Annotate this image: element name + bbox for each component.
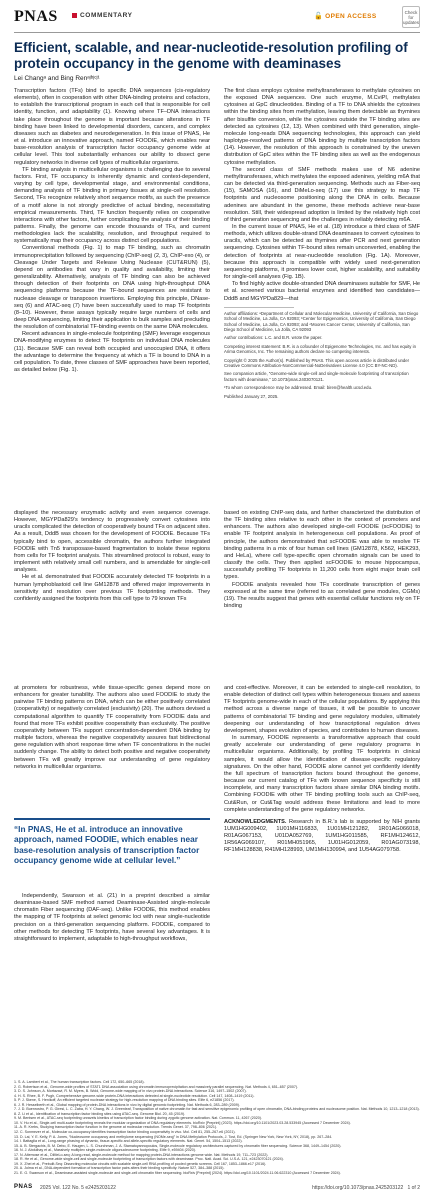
- reference-item: 1. S. A. Lambert et al., The human transcription factors. Cell 172, 650–665 (2018).: [14, 1080, 145, 1084]
- reference-item: 11. A. R. Krebs, Studying transcription factor function in the genome at molecular resolution. Trends Genet. 37, 798–806 (2021).: [14, 1125, 218, 1130]
- reference-item: 19. X. Zhei et al., Prebuilt-Seq: Dissecting molecular circuits with scalable single-cell RNA profiling of pooled genetic screens. Cell 167, 1853–1866.e17 (2016).: [14, 1161, 267, 1166]
- footer-doi-link[interactable]: https://doi.org/10.1073/pnas.2425203122: [312, 1185, 404, 1191]
- paragraph: In summary, FOODIE represents a transformative approach that could greatly accelerate our understanding of gene regulatory programs in multicellular organisms. Additionally, by profiling TF footprints in clinical samples, it would allow the identification of disease-specific regulatory signatures. On the other hand, FOODIE alone cannot yet confidently identify the full spectrum of transcription factors bound throughout the genome, because our current catalog of TFs with known sequence specificity is still incomplete, and many transcription factors share similar DNA binding motifs. Combining FOODIE with other TF binding profiling tools such as ChIP-seq, Cut&Run, or Cut&Tag would address these limitations and lead to more complete understanding of the gene regulatory networks.: [224, 735, 420, 813]
- paragraph: at promoters for robustness, while tissue-specific genes depend more on enhancers for greater tunability. The authors also used FOODIE to study the pairwise TF binding patterns on DNA, which can be either positively correlated (cooperativity) or negatively correlated (exclusivity) (20). The authors devised a computational algorithm to quantify TF cooperativity from FOODIE data and found that more TFs exhibit positive cooperativity than exclusivity. The positive cooperativity between TFs support concentration-dependent DNA binding by multiple factors, whereas the negative cooperativity assures fast bidirectional gene regulation with short response time when TF concentrations in the nuclei suddenly change. The ability to detect both positive and negative cooperativity between TFs will greatly improve our understanding of gene regulatory networks in multicellular organisms.: [14, 685, 210, 770]
- footnote-affiliations: Author affiliations: ᵃDepartment of Cellular and Molecular Medicine, University of California, San Diego School of Medicine, La Jolla, CA 92093; ᵇCenter for Epigenomics, University of California, San Diego School of Medicine, La Jolla, CA 92093; and ᶜMoores Cancer Center, University of California, San Diego School of Medicine, La Jolla, CA 92093: [224, 310, 419, 332]
- header-divider: [14, 32, 420, 33]
- paragraph: The first class employs cytosine methyltransferases to methylate cytosines on the exposed DNA sequences. One such enzyme, M.CviPI, methylates cytosines at GpC dinucleotides. Binding of a TF to DNA shields the cytosines within the binding sites from methylation, leaving them detectable as thymines after bisulfite conversion, while the cytosines outside the TF binding sites are detected as cytosines (12, 13). When combined with third generation, single-molecule long-reads DNA sequencing technologies, this approach can yield haplotype-resolved patterns of DNA binding by multiple transcription factors (14). However, the resolution of this approach is constrained by the uneven distribution of GpC sites within the TF binding sites as well as the endogenous cytosine methylation.: [224, 88, 420, 166]
- article-page: [14, 0, 420, 1200]
- footnote-divider: [224, 307, 294, 308]
- reference-item: 2. G. Robertson et al., Genome-wide profiles of STAT1 DNA association using chromatin immunoprecipitation and massively parallel sequencing. Nat. Methods 4, 651–657 (2007).: [14, 1084, 299, 1089]
- paragraph: To find highly active double-stranded DNA deaminases suitable for SMF, He et al. screened various bacterial enzymes and identified two candidates—DddB and MGYPDa829—that: [224, 281, 420, 302]
- reference-item: 3. D. S. Johnson, A. Mortazavi, R. M. Myers, B. Wold, Genome-wide mapping of in vivo protein-DNA interactions. Science 316, 1497–1502 (2007).: [14, 1089, 247, 1094]
- paragraph: displayed the necessary enzymatic activity and even sequence coverage. However, MGYPDa829’s tendency to progressively convert cytosines into uracils complicated the detection of cooperatively bound TFs on adjacent sites. As a result, DddB was chosen for the development of FOODIE. Because TFs typically bind to open, accessible chromatin, the authors further integrated FOODIE with Tn5 transposase-based fragmentation to isolate these regions from cells for TF footprint analysis. This streamlined protocol is robust, easy to implement with relatively small cell numbers, and is amendable for single-cell analyses.: [14, 510, 210, 574]
- paragraph: and cost-effective. Moreover, it can be extended to single-cell resolution, to enable detection of distinct cell types within heterogeneous tissues and assess TF footprints genome-wide in each of the cellular populations. By applying this method across a diverse range of tissues, it will be possible to uncover patterns of combinatorial TF binding and gene regulatory modules, ultimately deepening our understanding of how transcriptional regulation drives development, shapes evolution of species, and contributes to human diseases.: [224, 685, 420, 734]
- footer-journal-info: 2025 Vol. 122 No. 5 e2425203122: [40, 1185, 116, 1191]
- check-for-updates-badge[interactable]: Check for updates: [402, 6, 420, 28]
- paragraph: Conventional methods (Fig. 1) to map TF binding, such as chromatin immunoprecipitation followed by sequencing (ChIP-seq) (2, 3), ChIP-exo (4), or Cleavage Under Targets and Release Using Nuclease (CUT&RUN) (5), depend on antibodies that vary in quality and availability, limiting their generalizability. Alternatively, analysis of TF binding can also be achieved through detection of their footprints on DNA using high-throughput DNA sequencing platforms because the TF-bound sequences are resistant to nuclease cleavage or transposon insertions. Employing this principle, DNase-seq (6) and ATAC-seq (7) have been successfully used to map TF footprints (8–10). However, these assays typically require large numbers of cells and deep DNA sequencing, limiting their application to bulk samples and precluding the resolution of combinatorial TF-binding events on the same DNA molecules.: [14, 245, 210, 331]
- paragraph: Transcription factors (TFs) bind to specific DNA sequences (cis-regulatory elements), often in cooperation with other DNA-binding proteins and cofactors, to establish the transcriptional program in each cell that is responsible for cell identity, function, and adaptability (1). Knowing where TF–DNA interactions take place throughout the genome is important because alterations in TF binding have been linked to developmental disorders, cancers, and complex diseases such as diabetes and neurodegeneration. In this issue of PNAS, He et al. introduce an innovative approach, named FOODIE, which enables near base-resolution analysis of transcription factor occupancy genome wide at cellular level. This tool substantially enhances our ability to dissect gene regulatory networks in diverse cell types of multicellular organisms.: [14, 88, 210, 166]
- column-right-middle: [224, 510, 420, 610]
- reference-item: 16. N. J. Abdulhay et al., Massively multiplex single-molecule oligonucleosome footprinting. Elife 9, e59404 (2020).: [14, 1148, 196, 1153]
- footnote-correspondence: ¹To whom correspondence may be addressed. Email: biren@health.ucsd.edu.: [224, 385, 373, 391]
- column-right-lower: [224, 685, 420, 855]
- reference-item: 17. N. Altemose et al., DiMeLo-seq: A long-read, single-molecule method for mapping protein-DNA interactions genome wide. Nat. Methods 19, 711–723 (2022).: [14, 1152, 269, 1157]
- journal-logo: PNAS: [14, 8, 58, 25]
- acknowledgments-body: Research in B.R.’s lab is supported by NIH grants 1UM1HG009402, 1U01MH116833, 1U01MH121282, 1R01AG066018, R01AG067153, U01DA052769, 1UM1HG011585, RF1MH124612, 1R56AG069107, R01MH051965, 1U01HG012059, R01AG073198, RF1MH128838, R41MH128993, UM1MH130994, and 1U54AG079758.: [224, 818, 420, 854]
- acknowledgments: [224, 819, 420, 855]
- section-label: COMMENTARY: [72, 12, 133, 19]
- footer-page-number: 1 of 2: [407, 1185, 420, 1191]
- column-left-bottom: [14, 893, 210, 943]
- column-left-top: [14, 88, 210, 374]
- reference-item: 9. M. Bentsen et al., ATAC-seq footprinting unravels kinetics of transcription factor binding during zygotic genome activation. Nat. Commun. 11, 4267 (2020).: [14, 1116, 262, 1121]
- reference-item: 6. J. R. Hesselberth et al., Global mapping of protein-DNA interactions in vivo by digital genomic footprinting. Nat. Methods 6, 283–289 (2009).: [14, 1102, 240, 1107]
- reference-item: 10. V. Hu et al., Single-cell multi-scale footprinting reveals the modular organization of DNA regulatory elements. bioRxiv [Preprint] (2023). https://doi.org/10.1101/2023.03.28.533945 (Accessed 7 December 2024).: [14, 1120, 351, 1125]
- reference-item: 20. A. Jolma et al., DNA-dependent formation of transcription factor pairs alters their binding specificity. Nature 527, 384–388 (2015).: [14, 1166, 225, 1171]
- reference-item: 8. Z. Li et al., Identification of transcription factor binding sites using ATAC-seq. Genome Biol. 20, 45 (2019).: [14, 1111, 186, 1116]
- paragraph: He et al. demonstrated that FOODIE accurately detected TF footprints in a human lymphoblastoid cell line GM12878 and offered major improvements in sensitivity and resolution over previous TF footprinting methods. They confidently assigned the footprints from this cell type to 79 known TFs: [14, 574, 210, 602]
- paragraph: based on existing ChIP-seq data, and further characterized the distribution of the TF binding sites relative to each other in the context of promoters and enhancers. The authors also developed single-cell FOODIE (scFOODIE) to enable TF footprint analysis in heterogeneous cell populations. As proof of principle, the authors demonstrated that scFOODIE was able to resolve TF binding patterns in a mix of four human cell lines (GM12878, K562, HEK293, and HeLa), where cell type-specific open chromatin signals can be used to classify the cells. They then applied scFOODIE to mouse hippocampus, successfully profiling TF footprints in 11,200 cells from eight major brain cell types.: [224, 510, 420, 581]
- header: [14, 6, 420, 28]
- open-lock-icon: 🔓: [314, 13, 324, 20]
- reference-item: 5. P. J. Skene, S. Henikoff, An efficient targeted nuclease strategy for high-resolution mapping of DNA binding sites. Elife 6, e21856 (2017).: [14, 1098, 235, 1103]
- paragraph: TF binding analysis in multicellular organisms is challenging due to several factors. First, TF occupancy is inherently dynamic and context-dependent, varying by cell type, developmental stage, and environmental conditions, demanding analysis of TF binding in primary tissues at single-cell resolution. Second, TFs recognize relatively short sequence motifs, as such the presence of a motif alone is not strongly predictive of actual binding, necessitating empirical measurements. Third, TF function frequently relies on cooperative interactions with other factors, further complicating the analysis of their binding patterns. Finally, the genome can encode thousands of TFs, and current methodologies lack the scalability, resolution, and throughput required to systematically map their occupancy across distinct cell populations.: [14, 166, 210, 245]
- reference-item: 14. I. Battaglia et al., Long-range phasing of dynamic, tissue-specific and allele-specific regulatory elements. Nat. Genet. 54, 1504–1513 (2022).: [14, 1139, 243, 1144]
- reference-item: 7. J. D. Buenrostro, P. G. Giresi, L. C. Zaba, H. Y. Chang, W. J. Greenleaf, Transposition of native chromatin for fast and sensitive epigenomic profiling of open chromatin, DNA-binding proteins and nucleosome position. Nat. Methods 10, 1213–1218 (2013).: [14, 1107, 420, 1112]
- reference-item: 13. D. Lai, Y. E. Kelly, P. A. Jones, “Nucleosome occupancy and methylome sequencing (NOMe-seq)” in DNA Methylation Protocols, J. Tost, Ed. (Springer New York, New York, NY, 2018), pp. 267–284.: [14, 1134, 333, 1139]
- page-footer: [14, 1184, 420, 1194]
- reference-list: [14, 1080, 420, 1175]
- article-title: Efficient, scalable, and near-nucleotide-resolution profiling of protein occupancy in the genome with deaminases: [14, 40, 408, 71]
- section-square-icon: [72, 13, 77, 18]
- footer-doi-and-page[interactable]: [312, 1185, 420, 1191]
- column-right-top: [224, 88, 420, 402]
- pull-quote: “In PNAS, He et al. introduce an innovative approach, named FOODIE, which enables near base-resolution analysis of transcription factor occupancy genome wide at cellular level.”: [14, 818, 210, 865]
- column-left-middle: [14, 510, 210, 603]
- reference-item: 15. A. B. Stergachis, B. M. Debo, E. Haugen, L. S. Churchman, J. A. Stamatoyannopoulos, Single-molecule regulatory architectures captured by chromatin fiber sequencing. Science 368, 1449–1454 (2020).: [14, 1143, 342, 1148]
- acknowledgments-heading: ACKNOWLEDGMENTS.: [224, 818, 287, 825]
- reference-item: 4. H. S. Rhee, B. F. Pugh, Comprehensive genome-wide protein-DNA interactions detected at single-nucleotide resolution. Cell 147, 1408–1419 (2011).: [14, 1093, 255, 1098]
- footnote-competing-interests: Competing interest statement: B.R. is a cofounder of Epigenome Technologies, Inc. and has equity in Arima Genomics, Inc. The remaining authors declare no competing interests.: [224, 343, 416, 355]
- footnote-companion-article: See companion article, “Genome-wide single-cell and single-molecule footprinting of transcription factors with deaminase,” 10.1073/pnas.2403070121.: [224, 371, 409, 382]
- reference-item: 18. R. He et al., Genome-wide single-cell and single-molecule footprinting of transcription factors with deaminase. Proc. Natl. Acad. Sci. U.S.A. 121, e2423070121 (2024).: [14, 1157, 284, 1162]
- column-left-lower: [14, 685, 210, 771]
- author-line: Lei Changᵃ and Bing Renᵃʲᵇʲᶜʲ¹: [14, 75, 100, 82]
- reference-item: 21. E. G. Swanson et al., Deaminase-assisted single-molecule and single-cell chromatin fiber sequencing. bioRxiv [Preprint] (2024). https://doi.org/10.1101/2024.11.06.622310 (Accessed 7 December 2024).: [14, 1170, 341, 1175]
- footer-logo: PNAS: [14, 1184, 33, 1190]
- paragraph: In the current issue of PNAS, He et al. (18) introduce a third class of SMF methods, which utilizes double-strand DNA deaminases to convert cytosines to uracils, which can be detected as thymines after PCR and next generation sequencing. Cytosines within TF-bound sites remain unconverted, enabling the detection of footprints at near-nucleotide resolution (Fig. 1A). Moreover, because this approach is compatible with widely used next-generation sequencing platforms, it promises lower cost, higher scalability, and suitability for single-cell analyses (Fig. 1B).: [224, 223, 420, 281]
- paragraph: Independently, Swanson et al. (21) in a preprint described a similar deaminase-based SMF method named Deaminase-Assisted single-molecule chromatin Fiber sequencing (DAF-seq). Unlike FOODIE, this method enables the mapping of TF footprints at select genomic loci with near single-nucleotide precision on a third-generation sequencing platform. FOODIE, compared to other methods for detecting TF footprints, have several key advantages. It is straightforward to implement, adaptable to high-throughput workflows,: [14, 893, 210, 942]
- footnote-contributions: Author contributions: L.C. and B.R. wrote the paper.: [224, 335, 323, 341]
- paragraph: FOODIE analysis revealed how TFs coordinate transcription of genes expressed at the same time (referred to as correlated gene modules, CGMs) (19). The results suggest that genes with essential cellular functions rely on TF binding: [224, 581, 420, 610]
- footnote-copyright: Copyright © 2025 the Author(s). Published by PNAS. This open access article is distributed under Creative Commons Attribution-NonCommercial-NoDerivatives License 4.0 (CC BY-NC-ND).: [224, 357, 410, 368]
- reference-item: 12. C. Sonmezer et al., Molecular co-occupancy identifies transcription factor binding cooperativity in vivo. Mol. Cell 81, 255–267.e6 (2021).: [14, 1130, 236, 1135]
- open-access-label[interactable]: 🔓 OPEN ACCESS: [314, 13, 377, 20]
- paragraph: Recent advances in single-molecule footprinting (SMF) leverage exogenous DNA-modifying enzymes to detect TF footprints on individual DNA molecules (11). Because SMF can reveal both occupied and unoccupied DNA, it offers the advantage to determine the frequency at which a TF is bound to DNA in a cell population. To date, three classes of SMF approaches have been reported, as detailed below (Fig. 1).: [14, 331, 210, 374]
- footnote-published: Published January 27, 2025.: [224, 393, 279, 399]
- paragraph: The second class of SMF methods makes use of N6 adenine methyltransferases, which methylates the exposed adenines, yielding m6A that can be detected via third-generation sequencing. Methods such as Fiber-seq (15), SAMOSA (16), and DiMeLo-seq (17) use this strategy to map TF footprints and nucleosome positioning along the DNA in cells. Because adenines are abundant in the genome, these methods achieve near-base resolution. Still, their widespread adoption is limited by the relatively high cost of third generation sequencing and the challenges in reliably detecting m6A.: [224, 166, 420, 223]
